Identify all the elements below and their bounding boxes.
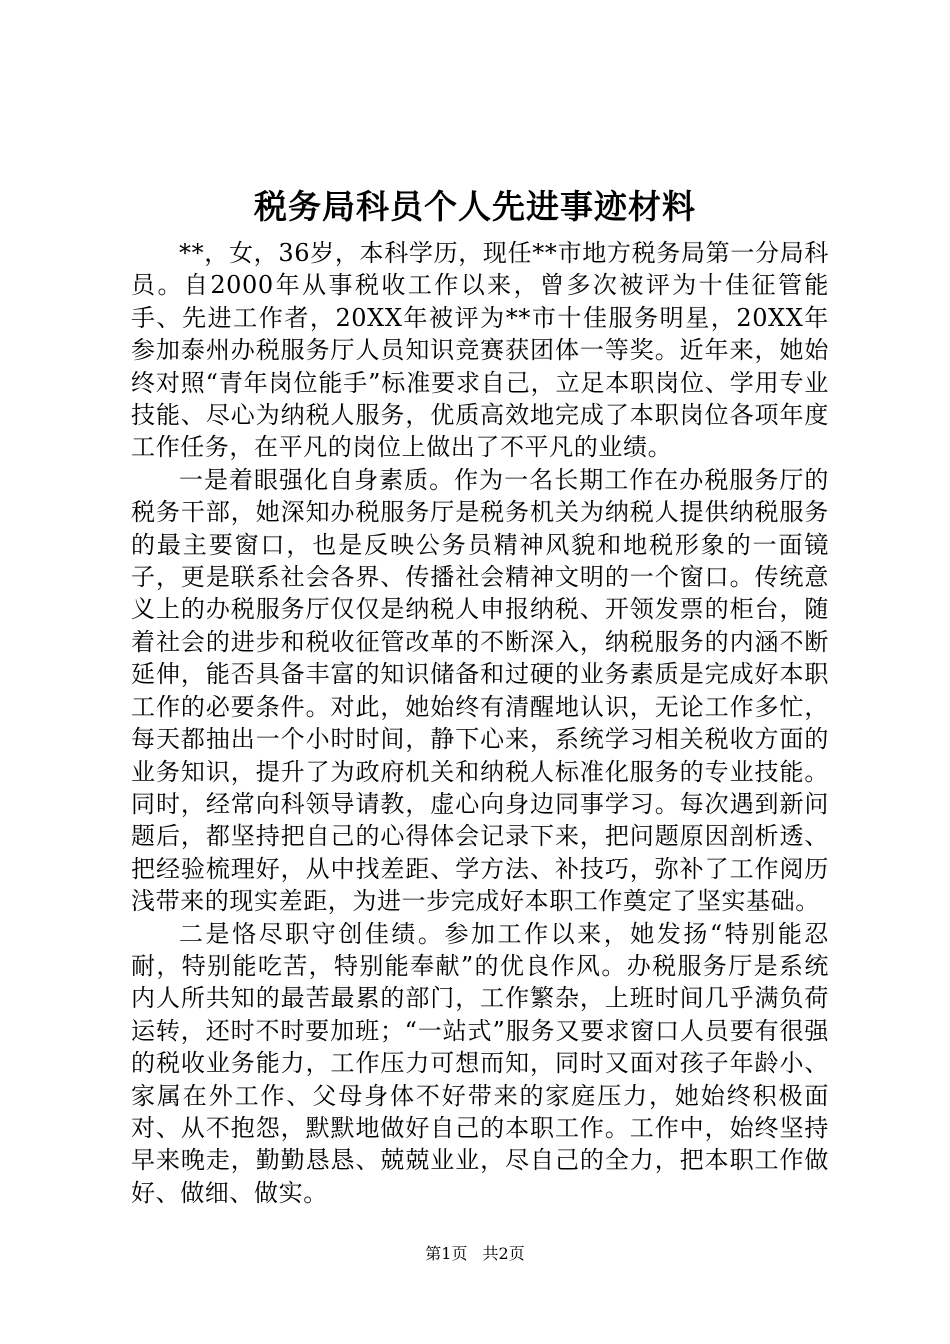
- document-body: [131, 237, 829, 1209]
- document-title: 税务局科员个人先进事迹材料: [254, 187, 696, 226]
- paragraph-self-improvement: 一是着眼强化自身素质。作为一名长期工作在办税服务厅的税务干部，她深知办税服务厅是税务机关为纳税人提供纳税服务的最主要窗口，也是反映公务员精神风貌和地税形象的一面镜子，更是联系社会各界、传播社会精神文明的一个窗口。传统意义上的办税服务厅仅仅是纳税人申报纳税、开领发票的柜台，随着社会的进步和税收征管改革的不断深入，纳税服务的内涵不断延伸，能否具备丰富的知识储备和过硬的业务素质是完成好本职工作的必要条件。对此，她始终有清醒地认识，无论工作多忙，每天都抽出一个小时时间，静下心来，系统学习相关税收方面的业务知识，提升了为政府机关和纳税人标准化服务的专业技能。同时，经常向科领导请教，虚心向身边同事学习。每次遇到新问题后，都坚持把自己的心得体会记录下来，把问题原因剖析透、把经验梳理好，从中找差距、学方法、补技巧，弥补了工作阅历浅带来的现实差距，为进一步完成好本职工作奠定了坚实基础。: [131, 465, 829, 916]
- paragraph-dedication: 二是恪尽职守创佳绩。参加工作以来，她发扬“特别能忍耐，特别能吃苦，特别能奉献”的优良作风。办税服务厅是系统内人所共知的最苦最累的部门，工作繁杂，上班时间几乎满负荷运转，还时不时要加班；“一站式”服务又要求窗口人员要有很强的税收业务能力，工作压力可想而知，同时又面对孩子年龄小、家属在外工作、父母身体不好带来的家庭压力，她始终积极面对、从不抱怨，默默地做好自己的本职工作。工作中，始终坚持早来晚走，勤勤恳恳、兢兢业业，尽自己的全力，把本职工作做好、做细、做实。: [131, 919, 829, 1207]
- paragraph-intro: **，女，36岁，本科学历，现任**市地方税务局第一分局科员。自2000年从事税收工作以来，曾多次被评为十佳征管能手、先进工作者，20XX年被评为**市十佳服务明星，20XX年参加泰州办税服务厅人员知识竞赛获团体一等奖。近年来，她始终对照“青年岗位能手”标准要求自己，立足本职岗位、学用专业技能、尽心为纳税人服务，优质高效地完成了本职岗位各项年度工作任务，在平凡的岗位上做出了不平凡的业绩。: [131, 239, 829, 462]
- page-total: 共2页: [482, 1244, 525, 1263]
- page-footer: [0, 1243, 950, 1265]
- page-number: 第1页: [425, 1244, 468, 1263]
